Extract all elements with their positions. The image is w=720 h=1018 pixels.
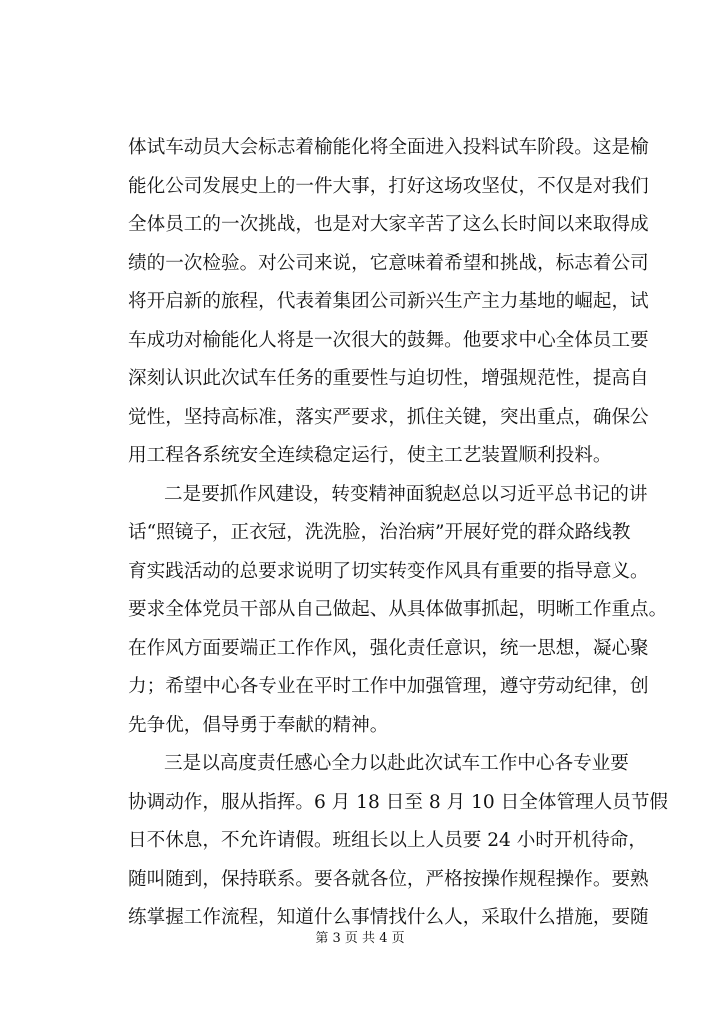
text-line: 要求全体党员干部从自己做起、从具体做事抓起，明晰工作重点。 [128,599,668,620]
text-line: 二是要抓作风建设，转变精神面貌赵总以习近平总书记的讲 [164,483,648,505]
text-line: 话“照镜子，正衣冠，洗洗脸，治治病”开展好党的群众路线教 [128,522,631,543]
text-line: 日不休息，不允许请假。班组长以上人员要 24 小时开机待命， [128,830,647,851]
text-line: 协调动作，服从指挥。6 月 18 日至 8 月 10 日全体管理人员节假 [128,791,669,813]
paragraph-2 [128,476,668,746]
text-line: 觉性，坚持高标准，落实严要求，抓住关键，突出重点，确保公 [128,406,649,428]
body-text [128,129,669,938]
page-footer: 第 3 页 共 4 页 [315,931,405,946]
text-line: 能化公司发展史上的一件大事，打好这场攻坚仗，不仅是对我们 [128,175,649,197]
text-line: 全体员工的一次挑战，也是对大家辛苦了这么长时间以来取得成 [128,214,649,235]
paragraph-3 [128,745,669,938]
text-line: 将开启新的旅程，代表着集团公司新兴生产主力基地的崛起，试 [128,291,649,312]
text-line: 育实践活动的总要求说明了切实转变作风具有重要的指导意义。 [128,560,649,582]
text-line: 深刻认识此次试车任务的重要性与迫切性，增强规范性，提高自 [128,368,649,389]
text-line: 先争优，倡导勇于奉献的精神。 [128,714,389,736]
paragraph-1 [128,129,649,476]
text-line: 车成功对榆能化人将是一次很大的鼓舞。他要求中心全体员工要 [128,329,649,351]
text-line: 体试车动员大会标志着榆能化将全面进入投料试车阶段。这是榆 [128,137,649,158]
text-line: 随叫随到，保持联系。要各就各位，严格按操作规程操作。要熟 [128,868,649,890]
text-line: 练掌握工作流程，知道什么事情找什么人，采取什么措施，要随 [128,907,649,928]
text-line: 用工程各系统安全连续稳定运行，使主工艺装置顺利投料。 [128,445,612,466]
text-line: 在作风方面要端正工作作风，强化责任意识，统一思想，凝心聚 [128,637,649,659]
text-line: 力；希望中心各专业在平时工作中加强管理，遵守劳动纪律，创 [128,676,649,697]
text-line: 绩的一次检验。对公司来说，它意味着希望和挑战，标志着公司 [128,252,649,274]
text-line: 三是以高度责任感心全力以赴此次试车工作中心各专业要 [164,753,629,774]
